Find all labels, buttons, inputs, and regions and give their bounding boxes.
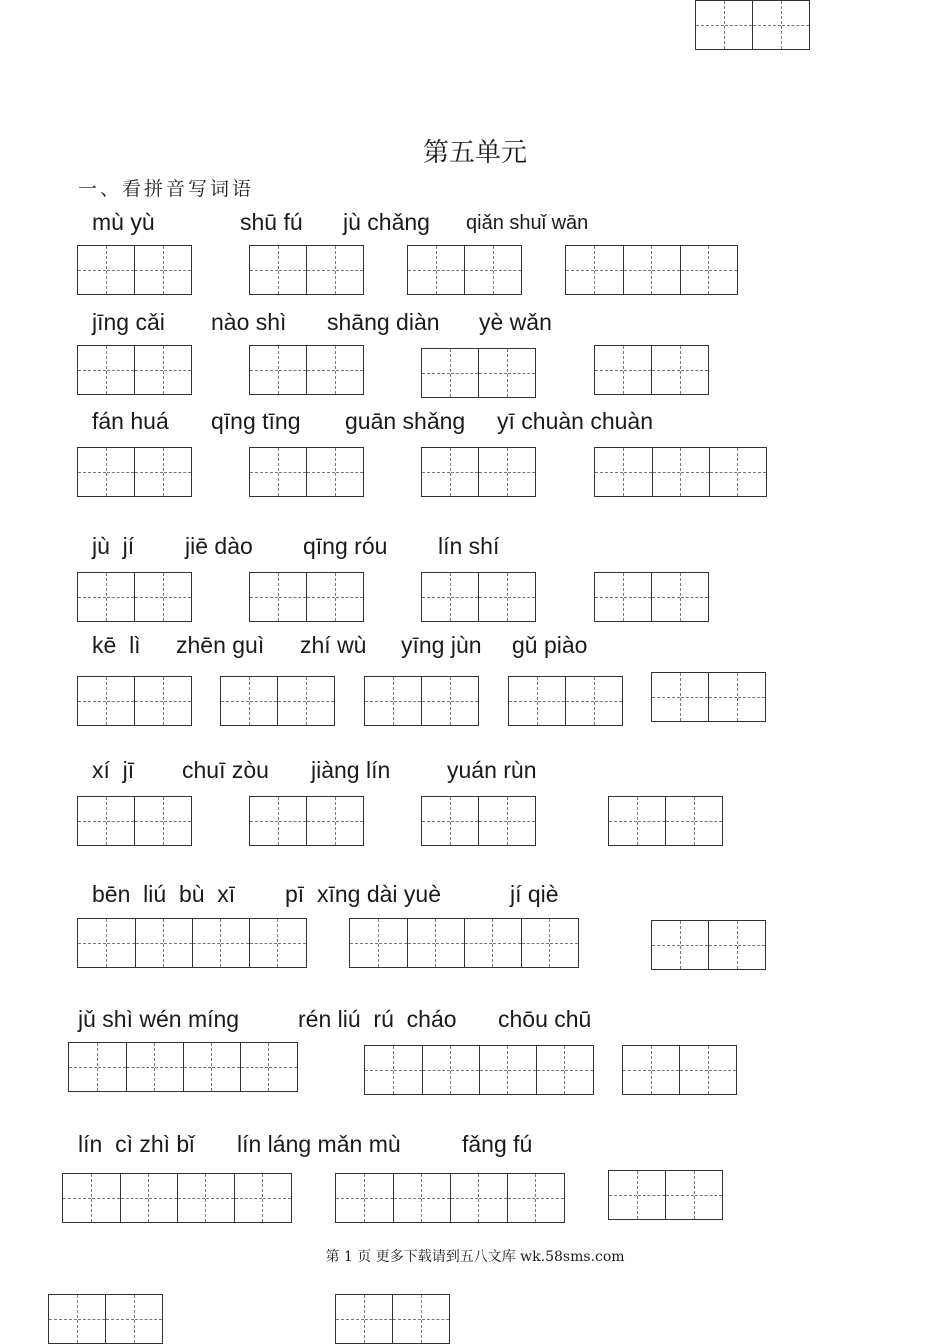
grid-cell[interactable] — [680, 921, 708, 969]
writing-grid[interactable] — [77, 676, 192, 726]
grid-cell[interactable] — [163, 919, 192, 967]
grid-cell[interactable] — [708, 673, 736, 721]
writing-grid[interactable] — [77, 572, 192, 622]
grid-cell[interactable] — [594, 677, 622, 725]
grid-cell[interactable] — [335, 346, 363, 394]
grid-cell[interactable] — [421, 1295, 449, 1343]
grid-cell[interactable] — [306, 448, 334, 496]
grid-cell[interactable] — [163, 573, 191, 621]
pinyin-label: pī xīng dài yuè — [285, 881, 441, 907]
pinyin-label: qīng róu — [303, 533, 388, 559]
pinyin-label: zhí wù — [300, 632, 367, 658]
grid-cell[interactable] — [306, 346, 334, 394]
grid-cell[interactable] — [422, 573, 450, 621]
grid-cell[interactable] — [609, 1171, 637, 1219]
grid-cell[interactable] — [205, 1174, 234, 1222]
pinyin-label: qiǎn shuǐ wān — [466, 212, 589, 234]
writing-grid[interactable] — [695, 0, 810, 50]
section-heading: 一、看拼音写词语 — [78, 178, 255, 200]
grid-cell[interactable] — [421, 677, 449, 725]
grid-cell[interactable] — [69, 1043, 97, 1091]
grid-cell[interactable] — [450, 448, 478, 496]
grid-cell[interactable] — [250, 346, 278, 394]
grid-cell[interactable] — [435, 919, 464, 967]
writing-grid[interactable] — [220, 676, 335, 726]
grid-cell[interactable] — [595, 448, 623, 496]
grid-cell[interactable] — [450, 349, 478, 397]
writing-grid[interactable] — [508, 676, 623, 726]
pinyin-label: bēn liú bù xī — [92, 881, 236, 907]
grid-cell[interactable] — [120, 1174, 149, 1222]
grid-cell[interactable] — [694, 1171, 722, 1219]
pinyin-label: gǔ piào — [512, 632, 588, 658]
grid-cell[interactable] — [478, 573, 506, 621]
page-title: 第五单元 — [422, 138, 527, 168]
grid-cell[interactable] — [126, 1043, 155, 1091]
grid-cell[interactable] — [478, 448, 506, 496]
grid-cell[interactable] — [652, 673, 680, 721]
grid-cell[interactable] — [651, 346, 679, 394]
writing-grid[interactable] — [622, 1045, 737, 1095]
pinyin-label: kē lì — [92, 632, 141, 658]
grid-cell[interactable] — [708, 246, 736, 294]
grid-cell[interactable] — [478, 797, 506, 845]
grid-cell[interactable] — [737, 673, 765, 721]
grid-cell[interactable] — [163, 448, 191, 496]
grid-cell[interactable] — [752, 1, 780, 49]
pinyin-label: jí qiè — [510, 881, 559, 907]
grid-cell[interactable] — [623, 573, 651, 621]
grid-cell[interactable] — [479, 1046, 508, 1094]
pinyin-label: shū fú — [240, 209, 303, 235]
pinyin-label: zhēn guì — [176, 632, 265, 658]
grid-cell[interactable] — [134, 246, 162, 294]
writing-grid[interactable] — [62, 1173, 292, 1223]
grid-cell[interactable] — [421, 1174, 450, 1222]
grid-cell[interactable] — [536, 1046, 565, 1094]
pinyin-label: yīng jùn — [401, 632, 482, 658]
grid-cell[interactable] — [392, 1295, 420, 1343]
writing-grid[interactable] — [594, 447, 767, 497]
grid-cell[interactable] — [595, 346, 623, 394]
grid-cell[interactable] — [211, 1043, 240, 1091]
grid-cell[interactable] — [507, 573, 535, 621]
grid-cell[interactable] — [680, 448, 708, 496]
grid-cell[interactable] — [492, 919, 521, 967]
grid-cell[interactable] — [680, 246, 708, 294]
grid-cell[interactable] — [393, 1046, 422, 1094]
pinyin-label: jù chǎng — [343, 209, 430, 235]
grid-cell[interactable] — [278, 346, 306, 394]
grid-cell[interactable] — [450, 1174, 479, 1222]
writing-grid[interactable] — [421, 447, 536, 497]
pinyin-label: chuī zòu — [182, 757, 269, 783]
writing-grid[interactable] — [364, 1045, 594, 1095]
grid-cell[interactable] — [106, 919, 135, 967]
grid-cell[interactable] — [594, 246, 622, 294]
pinyin-label: nào shì — [211, 309, 287, 335]
grid-cell[interactable] — [422, 1046, 451, 1094]
grid-cell[interactable] — [221, 677, 249, 725]
grid-cell[interactable] — [694, 797, 722, 845]
grid-cell[interactable] — [306, 797, 334, 845]
pinyin-label: shāng diàn — [327, 309, 440, 335]
grid-cell[interactable] — [106, 677, 134, 725]
grid-cell[interactable] — [651, 1046, 679, 1094]
pinyin-label: jiē dào — [185, 533, 253, 559]
pinyin-label: jīng cǎi — [92, 309, 165, 335]
grid-cell[interactable] — [652, 448, 680, 496]
grid-cell[interactable] — [106, 448, 134, 496]
grid-cell[interactable] — [234, 1174, 263, 1222]
pinyin-label: lín cì zhì bǐ — [78, 1131, 195, 1157]
grid-cell[interactable] — [335, 797, 363, 845]
writing-grid[interactable] — [608, 1170, 723, 1220]
grid-cell[interactable] — [436, 246, 464, 294]
grid-cell[interactable] — [464, 246, 492, 294]
grid-cell[interactable] — [91, 1174, 120, 1222]
grid-cell[interactable] — [350, 919, 378, 967]
grid-cell[interactable] — [268, 1043, 297, 1091]
grid-cell[interactable] — [724, 1, 752, 49]
grid-cell[interactable] — [709, 448, 737, 496]
grid-cell[interactable] — [336, 1295, 364, 1343]
grid-cell[interactable] — [364, 1295, 392, 1343]
pinyin-label: yuán rùn — [447, 757, 537, 783]
grid-cell[interactable] — [192, 919, 221, 967]
grid-cell[interactable] — [696, 1, 724, 49]
pinyin-label: guān shǎng — [345, 408, 466, 434]
writing-grid[interactable] — [407, 245, 522, 295]
grid-cell[interactable] — [277, 919, 306, 967]
grid-cell[interactable] — [335, 573, 363, 621]
writing-grid[interactable] — [77, 447, 192, 497]
writing-grid[interactable] — [249, 447, 364, 497]
writing-grid[interactable] — [249, 796, 364, 846]
pinyin-label: jù jí — [92, 533, 135, 559]
grid-cell[interactable] — [78, 919, 106, 967]
grid-cell[interactable] — [78, 246, 106, 294]
grid-cell[interactable] — [637, 797, 665, 845]
writing-grid[interactable] — [651, 920, 766, 970]
grid-cell[interactable] — [651, 246, 679, 294]
grid-cell[interactable] — [680, 573, 708, 621]
pinyin-label: lín láng mǎn mù — [237, 1131, 401, 1157]
grid-cell[interactable] — [450, 1046, 479, 1094]
grid-cell[interactable] — [509, 677, 537, 725]
grid-cell[interactable] — [240, 1043, 269, 1091]
grid-cell[interactable] — [535, 1174, 564, 1222]
grid-cell[interactable] — [450, 573, 478, 621]
grid-cell[interactable] — [595, 573, 623, 621]
writing-grid[interactable] — [249, 572, 364, 622]
grid-cell[interactable] — [306, 246, 334, 294]
grid-cell[interactable] — [134, 346, 162, 394]
grid-cell[interactable] — [335, 246, 363, 294]
grid-cell[interactable] — [651, 573, 679, 621]
writing-grid[interactable] — [335, 1173, 565, 1223]
grid-cell[interactable] — [134, 677, 162, 725]
grid-cell[interactable] — [393, 677, 421, 725]
grid-cell[interactable] — [708, 921, 736, 969]
grid-cell[interactable] — [106, 346, 134, 394]
grid-cell[interactable] — [408, 246, 436, 294]
grid-cell[interactable] — [364, 1174, 393, 1222]
grid-cell[interactable] — [549, 919, 578, 967]
grid-cell[interactable] — [507, 349, 535, 397]
pinyin-label: xí jī — [92, 757, 135, 783]
grid-cell[interactable] — [306, 573, 334, 621]
grid-cell[interactable] — [163, 797, 191, 845]
grid-cell[interactable] — [422, 349, 450, 397]
grid-cell[interactable] — [407, 919, 436, 967]
grid-cell[interactable] — [97, 1043, 126, 1091]
grid-cell[interactable] — [306, 677, 334, 725]
grid-cell[interactable] — [335, 448, 363, 496]
grid-cell[interactable] — [63, 1174, 91, 1222]
grid-cell[interactable] — [134, 448, 162, 496]
writing-grid[interactable] — [249, 345, 364, 395]
grid-cell[interactable] — [781, 1, 809, 49]
grid-cell[interactable] — [105, 1295, 133, 1343]
pinyin-label: mù yù — [92, 209, 155, 235]
grid-cell[interactable] — [623, 1046, 651, 1094]
pinyin-label: qīng tīng — [211, 408, 301, 434]
grid-cell[interactable] — [154, 1043, 183, 1091]
writing-grid[interactable] — [68, 1042, 298, 1092]
grid-cell[interactable] — [78, 797, 106, 845]
writing-grid[interactable] — [594, 345, 709, 395]
grid-cell[interactable] — [665, 1171, 693, 1219]
grid-cell[interactable] — [365, 677, 393, 725]
pinyin-label: lín shí — [438, 533, 500, 559]
grid-cell[interactable] — [566, 246, 594, 294]
grid-cell[interactable] — [507, 797, 535, 845]
grid-cell[interactable] — [106, 573, 134, 621]
writing-grid[interactable] — [565, 245, 738, 295]
writing-grid[interactable] — [77, 245, 192, 295]
grid-cell[interactable] — [450, 677, 478, 725]
grid-cell[interactable] — [77, 1295, 105, 1343]
grid-cell[interactable] — [250, 448, 278, 496]
grid-cell[interactable] — [565, 677, 593, 725]
grid-cell[interactable] — [521, 919, 550, 967]
grid-cell[interactable] — [537, 677, 565, 725]
writing-grid[interactable] — [608, 796, 723, 846]
grid-cell[interactable] — [177, 1174, 206, 1222]
grid-cell[interactable] — [134, 797, 162, 845]
grid-cell[interactable] — [250, 246, 278, 294]
writing-grid[interactable] — [421, 572, 536, 622]
grid-cell[interactable] — [680, 673, 708, 721]
grid-cell[interactable] — [507, 1046, 536, 1094]
grid-cell[interactable] — [163, 677, 191, 725]
page-footer: 第 1 页 更多下载请到五八文库 wk.58sms.com — [325, 1249, 625, 1265]
grid-cell[interactable] — [652, 921, 680, 969]
writing-grid[interactable] — [651, 672, 766, 722]
grid-cell[interactable] — [135, 919, 164, 967]
grid-cell[interactable] — [134, 573, 162, 621]
writing-grid[interactable] — [77, 796, 192, 846]
grid-cell[interactable] — [564, 1046, 593, 1094]
grid-cell[interactable] — [507, 1174, 536, 1222]
grid-cell[interactable] — [679, 1046, 707, 1094]
grid-cell[interactable] — [278, 448, 306, 496]
grid-cell[interactable] — [393, 1174, 422, 1222]
grid-cell[interactable] — [378, 919, 407, 967]
grid-cell[interactable] — [422, 797, 450, 845]
writing-grid[interactable] — [77, 345, 192, 395]
grid-cell[interactable] — [49, 1295, 77, 1343]
grid-cell[interactable] — [250, 797, 278, 845]
grid-cell[interactable] — [78, 346, 106, 394]
grid-cell[interactable] — [163, 246, 191, 294]
grid-cell[interactable] — [78, 448, 106, 496]
grid-cell[interactable] — [106, 246, 134, 294]
writing-grid[interactable] — [421, 348, 536, 398]
grid-cell[interactable] — [493, 246, 521, 294]
pinyin-label: fǎng fú — [462, 1131, 533, 1157]
grid-cell[interactable] — [665, 797, 693, 845]
grid-cell[interactable] — [478, 349, 506, 397]
grid-cell[interactable] — [163, 346, 191, 394]
grid-cell[interactable] — [365, 1046, 393, 1094]
grid-cell[interactable] — [262, 1174, 291, 1222]
writing-grid[interactable] — [249, 245, 364, 295]
pinyin-label: jiàng lín — [311, 757, 391, 783]
grid-cell[interactable] — [507, 448, 535, 496]
writing-grid[interactable] — [421, 796, 536, 846]
pinyin-label: rén liú rú cháo — [298, 1006, 457, 1032]
writing-grid[interactable] — [349, 918, 579, 968]
grid-cell[interactable] — [78, 677, 106, 725]
pinyin-label: yī chuàn chuàn — [497, 408, 654, 434]
grid-cell[interactable] — [278, 797, 306, 845]
grid-cell[interactable] — [278, 573, 306, 621]
grid-cell[interactable] — [623, 346, 651, 394]
grid-cell[interactable] — [336, 1174, 364, 1222]
writing-grid[interactable] — [335, 1294, 450, 1344]
grid-cell[interactable] — [78, 573, 106, 621]
pinyin-label: jǔ shì wén míng — [78, 1006, 240, 1032]
pinyin-label: chōu chū — [498, 1006, 592, 1032]
writing-grid[interactable] — [48, 1294, 163, 1344]
grid-cell[interactable] — [623, 246, 651, 294]
writing-grid[interactable] — [77, 918, 307, 968]
grid-cell[interactable] — [249, 677, 277, 725]
grid-cell[interactable] — [450, 797, 478, 845]
pinyin-label: fán huá — [92, 408, 169, 434]
grid-cell[interactable] — [148, 1174, 177, 1222]
grid-cell[interactable] — [250, 573, 278, 621]
grid-cell[interactable] — [134, 1295, 162, 1343]
grid-cell[interactable] — [737, 448, 765, 496]
writing-grid[interactable] — [594, 572, 709, 622]
grid-cell[interactable] — [422, 448, 450, 496]
grid-cell[interactable] — [609, 797, 637, 845]
grid-cell[interactable] — [478, 1174, 507, 1222]
grid-cell[interactable] — [249, 919, 278, 967]
grid-cell[interactable] — [464, 919, 493, 967]
grid-cell[interactable] — [680, 346, 708, 394]
writing-grid[interactable] — [364, 676, 479, 726]
grid-cell[interactable] — [106, 797, 134, 845]
grid-cell[interactable] — [737, 921, 765, 969]
grid-cell[interactable] — [277, 677, 305, 725]
pinyin-label: yè wǎn — [479, 309, 552, 335]
grid-cell[interactable] — [708, 1046, 736, 1094]
grid-cell[interactable] — [278, 246, 306, 294]
grid-cell[interactable] — [623, 448, 651, 496]
grid-cell[interactable] — [637, 1171, 665, 1219]
grid-cell[interactable] — [220, 919, 249, 967]
grid-cell[interactable] — [183, 1043, 212, 1091]
